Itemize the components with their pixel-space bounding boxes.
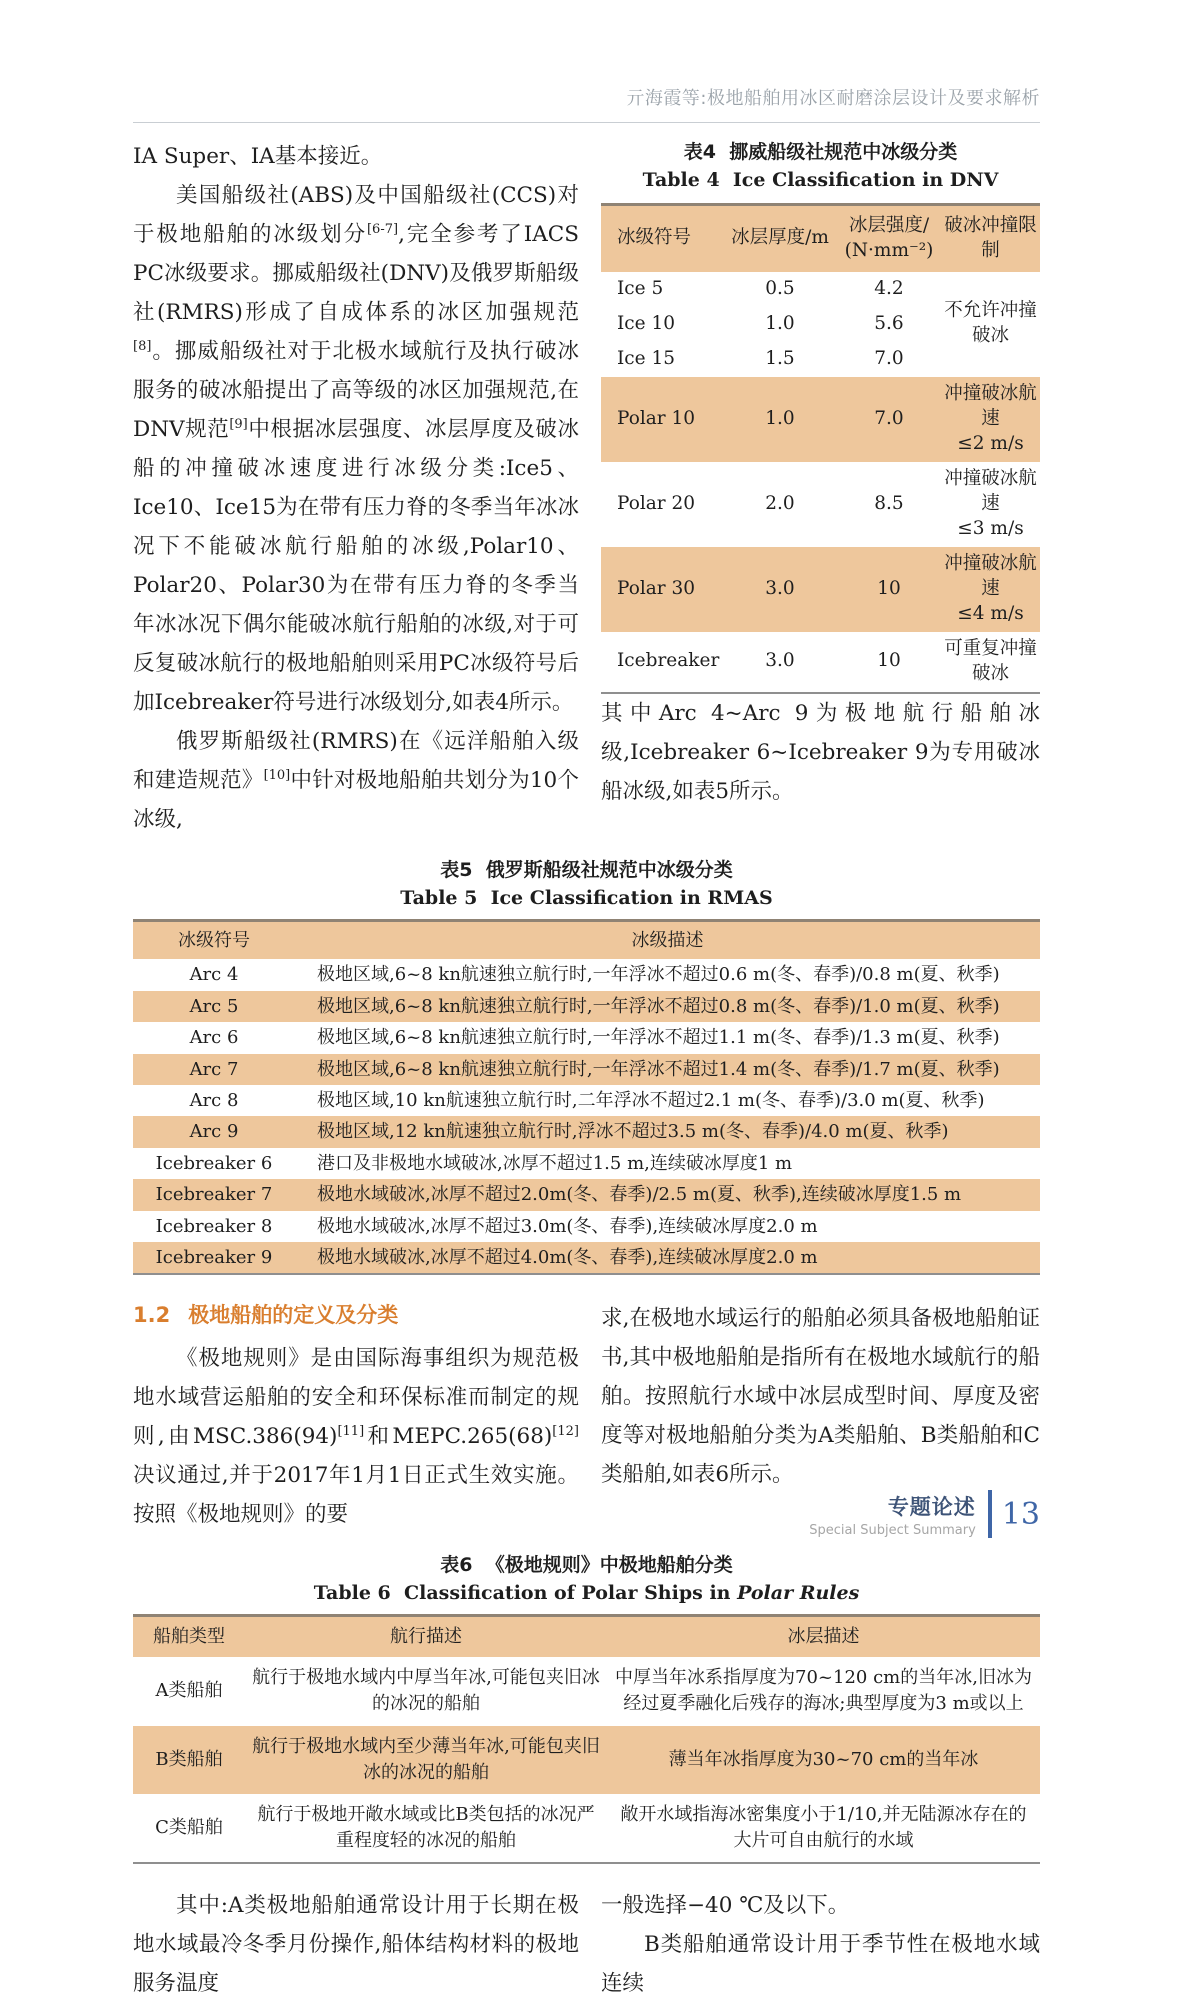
- col-header: 破冰冲撞限制: [941, 205, 1040, 272]
- col-header: [837, 205, 941, 272]
- table-cell: 极地区域,6~8 kn航速独立航行时,一年浮冰不超过1.1 m(冬、春季)/1.3 m(夏、秋季): [317, 1027, 1000, 1049]
- table-header-row: [133, 921, 1040, 960]
- limit-line: 冲撞破冰航速: [944, 552, 1037, 599]
- table-cell: Arc 4: [189, 964, 239, 986]
- table-cell: 极地区域,6~8 kn航速独立航行时,一年浮冰不超过0.6 m(冬、春季)/0.8 m(夏、秋季): [317, 964, 1000, 986]
- table-cell: 中厚当年冰系指厚度为70~120 cm的当年冰,旧冰为经过夏季融化后残存的海冰;典型厚度为3 m或以上: [615, 1667, 1032, 1715]
- limit-line: 冲撞破冰航速: [944, 382, 1037, 429]
- table-row: [601, 462, 1040, 547]
- table-cell: 8.5: [874, 492, 904, 514]
- col-header: 船舶类型: [133, 1616, 245, 1658]
- table-cell: 3.0: [765, 650, 795, 672]
- table-cell: 极地区域,12 kn航速独立航行时,浮冰不超过3.5 m(冬、春季)/4.0 m(夏、秋季): [317, 1121, 949, 1143]
- table-cell: Icebreaker 6: [155, 1152, 273, 1174]
- paragraph-polar-rules-cont: 求,在极地水域运行的船舶必须具备极地船舶证书,其中极地船舶是指所有在极地水域航行的船舶。按照航行水域中冰层成型时间、厚度及密度等对极地船舶分类为A类船舶、B类船舶和C类船舶,如表6所示。: [601, 1306, 1040, 1488]
- col-header: 航行描述: [245, 1616, 607, 1658]
- table-row: [133, 959, 1040, 990]
- table-cell: 3.0: [765, 577, 795, 599]
- paragraph-temp: 一般选择−40 ℃及以下。: [601, 1892, 850, 1918]
- text-segment: ,完全参考了IACS PC冰级要求。挪威船级社(DNV)及俄罗斯船级社(RMRS)形成了自成体系的冰区加强规范: [133, 222, 579, 325]
- left-column-bottom: [133, 1886, 579, 2003]
- paragraph-rmrs: [133, 722, 579, 839]
- table-cell: 10: [877, 577, 901, 599]
- table-row: [601, 272, 1040, 307]
- table-row: [133, 1211, 1040, 1242]
- table-row: [133, 991, 1040, 1022]
- table6-title-cn: 表6 《极地规则》中极地船舶分类: [440, 1554, 733, 1577]
- table5-rmrs-ice-classes: [133, 919, 1040, 1275]
- table-row: [133, 1794, 1040, 1863]
- section-title: 极地船舶的定义及分类: [188, 1303, 399, 1328]
- limit-line: ≤3 m/s: [957, 517, 1024, 539]
- table4-title-cn: 表4 挪威船级社规范中冰级分类: [683, 141, 958, 163]
- header-line: (N·mm⁻²): [844, 239, 934, 261]
- paragraph-classification: [133, 176, 579, 722]
- page-content: [133, 0, 1040, 2003]
- footer-section-labels: [809, 1491, 976, 1538]
- table-cell: B类船舶: [155, 1748, 223, 1770]
- row-bottom: [133, 1886, 1040, 2003]
- table-cell: 可重复冲撞破冰: [944, 637, 1037, 684]
- table-row: [133, 1085, 1040, 1116]
- table-cell: Arc 6: [189, 1027, 239, 1049]
- table-row: [133, 1242, 1040, 1274]
- col-header: 冰级描述: [295, 921, 1040, 960]
- table-cell: 7.0: [874, 407, 904, 429]
- table-cell: Ice 15: [617, 347, 676, 369]
- table-cell: Polar 10: [617, 407, 696, 429]
- citation-ref: [10]: [263, 767, 291, 783]
- table-cell: Arc 8: [189, 1089, 239, 1111]
- limit-line: ≤2 m/s: [957, 432, 1024, 454]
- table-row: [601, 377, 1040, 462]
- text-segment: 决议通过,并于2017年1月1日正式生效实施。按照《极地规则》的要: [133, 1463, 579, 1528]
- table-cell: 极地区域,6~8 kn航速独立航行时,一年浮冰不超过0.8 m(冬、春季)/1.0 m(夏、秋季): [317, 995, 1000, 1017]
- table-row: [133, 1022, 1040, 1053]
- table-cell: Ice 5: [617, 277, 664, 299]
- table-cell: Polar 20: [617, 492, 696, 514]
- limit-line: ≤4 m/s: [957, 602, 1024, 624]
- table-cell: 极地区域,10 kn航速独立航行时,二年浮冰不超过2.1 m(冬、春季)/3.0 m(夏、秋季): [317, 1089, 985, 1111]
- col-header: 冰级符号: [601, 205, 723, 272]
- table-cell: [941, 462, 1040, 547]
- table5-title-en: Table 5 Ice Classification in RMAS: [400, 887, 773, 909]
- table-cell: 5.6: [874, 312, 904, 334]
- section-number: 1.2: [133, 1303, 171, 1328]
- table-cell: Arc 9: [189, 1121, 239, 1143]
- citation-ref: [12]: [552, 1424, 579, 1440]
- table-cell: 7.0: [874, 347, 904, 369]
- citation-ref: [8]: [133, 338, 152, 354]
- table-cell: 0.5: [765, 277, 795, 299]
- footer-divider-bar: [988, 1490, 992, 1538]
- footer-section-label-en: Special Subject Summary: [809, 1522, 976, 1538]
- table-cell: 敞开水域指海冰密集度小于1/10,并无陆源冰存在的大片可自由航行的水域: [620, 1803, 1027, 1851]
- table-cell: Icebreaker 8: [155, 1215, 273, 1237]
- table-cell: Ice 10: [617, 312, 676, 334]
- table-row: [601, 547, 1040, 632]
- paragraph-continuation: IA Super、IA基本接近。: [133, 144, 383, 169]
- col-header: 冰层描述: [607, 1616, 1040, 1658]
- text-segment: 俄罗斯船级社(RMRS)在《远洋船舶入级和建造规范》: [133, 729, 579, 793]
- table-cell-merged: 不允许冲撞破冰: [944, 300, 1037, 347]
- col-header: 冰层厚度/m: [723, 205, 837, 272]
- text-segment: 中根据冰层强度、冰层厚度及破冰船的冲撞破冰速度进行冰级分类:Ice5、Ice10、Ice15为在带有压力脊的冬季当年冰冰况下不能破冰航行船舶的冰级,Polar10、Polar20、Polar30为在带有压力脊的冬季当年冰冰况下偶尔能破冰航行船舶的冰级,对于可反复破冰航行的极地船舶则采用PC冰级符号后加Icebreaker符号进行冰级划分,如表4所示。: [133, 417, 579, 715]
- page-footer: [809, 1490, 1040, 1538]
- left-column-sec12: [133, 1299, 579, 1534]
- right-column-table4: [601, 137, 1040, 839]
- running-title: 亓海霞等:极地船舶用冰区耐磨涂层设计及要求解析: [133, 0, 1040, 123]
- text-segment: 和MEPC.265(68): [364, 1424, 553, 1450]
- table-cell: 极地区域,6~8 kn航速独立航行时,一年浮冰不超过1.4 m(冬、春季)/1.7 m(夏、秋季): [317, 1058, 1000, 1080]
- title-italic: Polar Rules: [737, 1582, 860, 1605]
- table-row: [133, 1054, 1040, 1085]
- table6-block: [133, 1550, 1040, 1864]
- table-cell: 薄当年冰指厚度为30~70 cm的当年冰: [668, 1748, 979, 1770]
- paragraph-class-a: 其中:A类极地船舶通常设计用于长期在极地水域最冷冬季月份操作,船体结构材料的极地服务温度: [133, 1892, 579, 1996]
- table-row: [133, 1116, 1040, 1147]
- table-cell: 航行于极地开敞水域或比B类包括的冰况严重程度轻的冰况的船舶: [257, 1803, 595, 1851]
- table-cell: 极地水域破冰,冰厚不超过3.0m(冬、春季),连续破冰厚度2.0 m: [317, 1215, 818, 1237]
- table-cell: Polar 30: [617, 577, 696, 599]
- paragraph-arc-classes: 其中Arc 4~Arc 9为极地航行船舶冰级,Icebreaker 6~Icebreaker 9为专用破冰船冰级,如表5所示。: [601, 700, 1040, 804]
- table-cell: 4.2: [874, 277, 904, 299]
- table-cell: Arc 7: [189, 1058, 239, 1080]
- table-cell: 2.0: [765, 492, 795, 514]
- table-cell: C类船舶: [155, 1816, 223, 1838]
- table-row: [133, 1657, 1040, 1725]
- table-cell: A类船舶: [155, 1680, 223, 1702]
- table-cell: 1.5: [765, 347, 795, 369]
- table-cell: 航行于极地水域内至少薄当年冰,可能包夹旧冰的冰况的船舶: [252, 1735, 600, 1783]
- table-cell: [941, 547, 1040, 632]
- table-row: [601, 632, 1040, 693]
- table-cell: 10: [877, 650, 901, 672]
- table-cell: 极地水域破冰,冰厚不超过2.0m(冬、春季)/2.5 m(夏、秋季),连续破冰厚度1.5 m: [317, 1184, 962, 1206]
- table-cell: 1.0: [765, 407, 795, 429]
- text-segment: 中针对极地船舶共划分为10个冰级,: [133, 768, 579, 832]
- paragraph-polar-rules: [133, 1339, 579, 1534]
- header-line: 冰层强度/: [848, 215, 930, 236]
- col-header: 冰级符号: [133, 921, 295, 960]
- table-cell: Icebreaker: [617, 650, 720, 672]
- left-column-intro: [133, 137, 579, 839]
- table-row: [133, 1726, 1040, 1794]
- table6-title-en: [133, 1582, 1040, 1604]
- table-cell: Icebreaker 7: [155, 1184, 273, 1206]
- table-header-row: [133, 1616, 1040, 1658]
- table-cell: [941, 377, 1040, 462]
- table-row: [133, 1179, 1040, 1210]
- text-segment: 美国船级社(ABS)及中国船级社(CCS)对于极地船舶的冰级划分: [133, 183, 579, 247]
- footer-section-label-cn: 专题论述: [887, 1494, 976, 1519]
- right-column-bottom: [601, 1886, 1040, 2003]
- row-intro: [133, 137, 1040, 839]
- limit-line: 冲撞破冰航速: [944, 467, 1037, 514]
- table5-title-cn: 表5 俄罗斯船级社规范中冰级分类: [440, 859, 733, 881]
- page-number: 13: [1001, 1496, 1040, 1532]
- paragraph-class-b: B类船舶通常设计用于季节性在极地水域连续: [601, 1931, 1040, 1996]
- title-text: Table 6 Classification of Polar Ships in: [313, 1582, 738, 1605]
- text-segment: 。挪威船级社对于北极水域航行及执行破冰服务的破冰船提出了高等级的冰区加强规范,在DNV规范: [133, 339, 579, 442]
- citation-ref: [6-7]: [366, 221, 399, 237]
- citation-ref: [11]: [337, 1424, 365, 1440]
- section-heading: [133, 1299, 579, 1329]
- text-segment: 《极地规则》是由国际海事组织为规范极地水域营运船舶的安全和环保标准而制定的规则,由MSC.386(94): [133, 1346, 579, 1450]
- table-cell: Arc 5: [189, 995, 239, 1017]
- table-cell: 港口及非极地水域破冰,冰厚不超过1.5 m,连续破冰厚度1 m: [317, 1152, 793, 1174]
- citation-ref: [9]: [229, 416, 248, 432]
- table-row: [133, 1148, 1040, 1179]
- table4-title-en: Table 4 Ice Classification in DNV: [642, 169, 999, 191]
- table6-polar-ship-classes: [133, 1614, 1040, 1864]
- table-cell: Icebreaker 9: [155, 1246, 273, 1268]
- table4-dnv-ice-classes: [601, 203, 1040, 694]
- table5-block: [133, 855, 1040, 1275]
- table-header-row: [601, 205, 1040, 272]
- table-cell: 1.0: [765, 312, 795, 334]
- table-cell: 航行于极地水域内中厚当年冰,可能包夹旧冰的冰况的船舶: [252, 1667, 600, 1715]
- table-cell: 极地水域破冰,冰厚不超过4.0m(冬、春季),连续破冰厚度2.0 m: [317, 1246, 818, 1268]
